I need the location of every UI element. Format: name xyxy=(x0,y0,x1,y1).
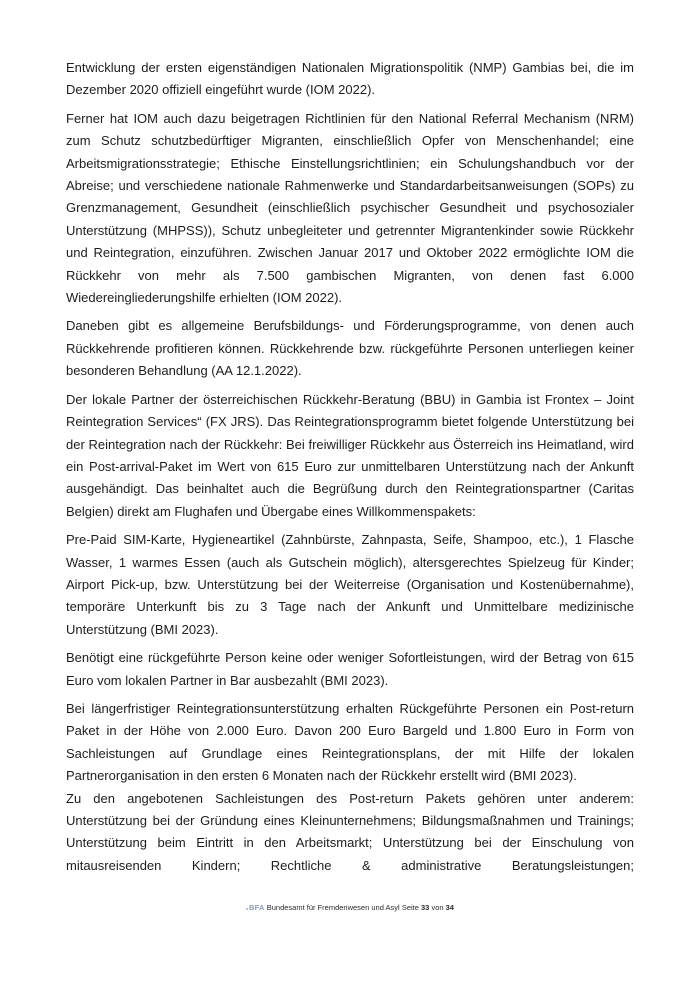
footer-page-label: Seite xyxy=(401,903,419,912)
paragraph-2: Ferner hat IOM auch dazu beigetragen Richtlinien für den National Referral Mechanism (NRM) zum Schutz schutzbedürftiger Migranten, einschließlich Opfer von Menschenhandel; eine Arbeitsmigrationsstrategie; Ethische Einstellungsrichtlinien; ein Schulungshandbuch vor der Abreise; und verschiedene nationale Rahmenwerke und Standardarbeitsanweisungen (SOPs) zu Grenzmanagement, Gesundheit (einschließlich psychischer Gesundheit und psychosozialer Unterstützung (MHPSS)), Schutz unbegleiteter und getrennter Migrantenkinder sowie Rückkehr und Reintegration, einzuführen. Zwischen Januar 2017 und Oktober 2022 ermöglichte IOM die Rückkehr von mehr als 7.500 gambischen Migranten, von denen fast 6.000 Wiedereingliederungshilfe erhielten (IOM 2022). xyxy=(66,110,634,306)
paragraph-4: Der lokale Partner der österreichischen Rückkehr-Beratung (BBU) in Gambia ist Frontex – Joint Reintegration Services“ (FX JRS). Das Reintegrationsprogramm bietet folgende Unterstützung bei der Reintegration nach der Rückkehr: Bei freiwilliger Rückkehr aus Österreich ins Heimatland, wird ein Post-arrival-Paket im Wert von 615 Euro zur unmittelbaren Unterstützung nach der Ankunft ausgehändigt. Das beinhaltet auch die Begrüßung durch den Reintegrationspartner (Caritas Belgien) direkt am Flughafen und Übergabe eines Willkommenspakets: xyxy=(66,391,634,519)
document-body xyxy=(66,57,634,883)
bfa-logo-text: BFA xyxy=(249,903,265,912)
paragraph-3: Daneben gibt es allgemeine Berufsbildungs- und Förderungsprogramme, von denen auch Rückkehrende profitieren können. Rückkehrende bzw. rückgeführte Personen unterliegen keiner besonderen Behandlung (AA 12.1.2022). xyxy=(66,318,634,379)
footer-page-total: 34 xyxy=(445,903,454,912)
paragraph-8: Zu den angebotenen Sachleistungen des Post-return Pakets gehören unter anderem: Unterstützung bei der Gründung eines Kleinunternehmens; Bildungsmaßnahmen und Trainings; Unterstützung beim Eintritt in den Arbeitsmarkt; Unterstützung bei der Einschulung von mitausreisenden Kindern; Rechtliche & administrative Beratungsleistungen; xyxy=(66,790,634,873)
footer-page-current: 33 xyxy=(421,903,430,912)
paragraph-7: Bei längerfristiger Reintegrationsunterstützung erhalten Rückgeführte Personen ein Post-return Paket in der Höhe von 2.000 Euro. Davon 200 Euro Bargeld und 1.800 Euro in Form von Sachleistungen auf Grundlage eines Reintegrationsplans, der mit Hilfe der lokalen Partnerorganisation in den ersten 6 Monaten nach der Rückkehr erstellt wird (BMI 2023). xyxy=(66,700,634,784)
paragraph-6: Benötigt eine rückgeführte Person keine oder weniger Sofortleistungen, wird der Betrag von 615 Euro vom lokalen Partner in Bar ausbezahlt (BMI 2023). xyxy=(66,650,634,688)
footer-org-text: Bundesamt für Fremdenwesen und Asyl xyxy=(266,903,400,912)
footer-page-of-label: von xyxy=(431,903,444,912)
bfa-logo-mark-icon xyxy=(246,908,248,910)
paragraph-5: Pre-Paid SIM-Karte, Hygieneartikel (Zahnbürste, Zahnpasta, Seife, Shampoo, etc.), 1 Flasche Wasser, 1 warmes Essen (auch als Gutschein möglich), altersgerechtes Spielzeug für Kinder; Airport Pick-up, bzw. Unterstützung bei der Weiterreise (Organisation und Kostenübernahme), temporäre Unterkunft bis zu 3 Tage nach der Ankunft und Unmittelbare medizinische Unterstützung (BMI 2023). xyxy=(66,532,634,637)
page-footer xyxy=(0,903,700,913)
paragraph-1: Entwicklung der ersten eigenständigen Nationalen Migrationspolitik (NMP) Gambias bei, die im Dezember 2020 offiziell eingeführt wurde (IOM 2022). xyxy=(66,60,634,98)
